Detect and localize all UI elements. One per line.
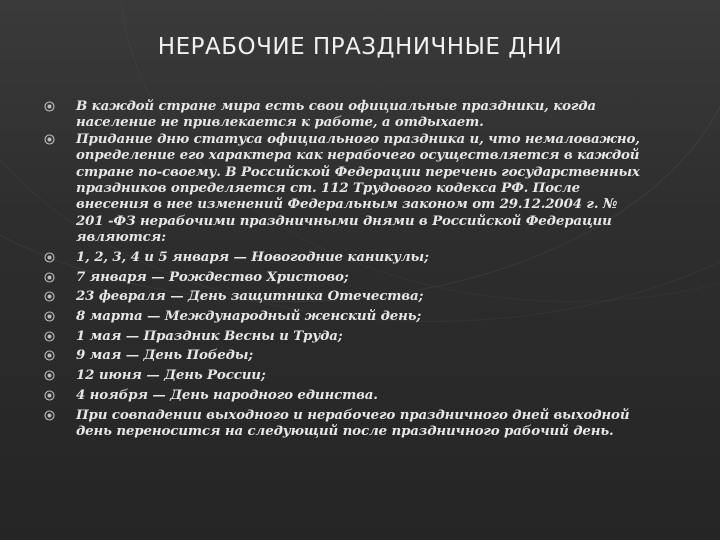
- slide-title: НЕРАБОЧИЕ ПРАЗДНИЧНЫЕ ДНИ: [157, 34, 563, 60]
- list-item: [44, 131, 644, 246]
- list-item: [44, 367, 644, 383]
- list-item-text: Придание дню статуса официального праздника и, что немаловажно, определение его характера как нерабочего осуществляется в каждой стране по-своему. В Российской Федерации перечень государственных праздников определяется ст. 112 Трудового кодекса РФ. После внесения в нее изменений Федеральным законом от 29.12.2004 г. № 201 -ФЗ нерабочими праздничными днями в Российской Федерации являются:: [76, 130, 640, 246]
- list-item-text: 9 мая — День Победы;: [76, 347, 254, 364]
- list-item-text: 23 февраля — День защитника Отечества;: [76, 288, 424, 305]
- list-item-text: 1, 2, 3, 4 и 5 января — Новогодние каникулы;: [76, 248, 429, 265]
- list-item: [44, 308, 644, 324]
- target-bullet-icon: [44, 291, 55, 302]
- target-bullet-icon: [44, 272, 55, 283]
- target-bullet-icon: [44, 311, 55, 322]
- list-item-text: 8 марта — Международный женский день;: [76, 308, 422, 325]
- list-item: [44, 328, 644, 344]
- target-bullet-icon: [44, 370, 55, 381]
- list-item: [44, 269, 644, 285]
- list-item: [44, 249, 644, 265]
- target-bullet-icon: [44, 410, 55, 421]
- target-bullet-icon: [44, 134, 55, 145]
- list-item: [44, 288, 644, 304]
- bullet-list: [44, 98, 644, 439]
- target-bullet-icon: [44, 252, 55, 263]
- target-bullet-icon: [44, 331, 55, 342]
- list-item-text: 7 января — Рождество Христово;: [76, 268, 349, 285]
- target-bullet-icon: [44, 101, 55, 112]
- list-item-text: 1 мая — Праздник Весны и Труда;: [76, 327, 343, 344]
- list-item-text: 4 ноября — День народного единства.: [76, 386, 378, 403]
- list-item: [44, 98, 644, 131]
- list-item: [44, 407, 644, 440]
- list-item: [44, 387, 644, 403]
- list-item: [44, 347, 644, 363]
- target-bullet-icon: [44, 390, 55, 401]
- list-item-text: В каждой стране мира есть свои официальные праздники, когда население не привлекается к работе, а отдыхает.: [76, 98, 596, 131]
- list-item-text: 12 июня — День России;: [76, 367, 266, 384]
- target-bullet-icon: [44, 350, 55, 361]
- list-item-text: При совпадении выходного и нерабочего праздничного дней выходной день переносится на следующий после праздничного рабочий день.: [76, 406, 630, 439]
